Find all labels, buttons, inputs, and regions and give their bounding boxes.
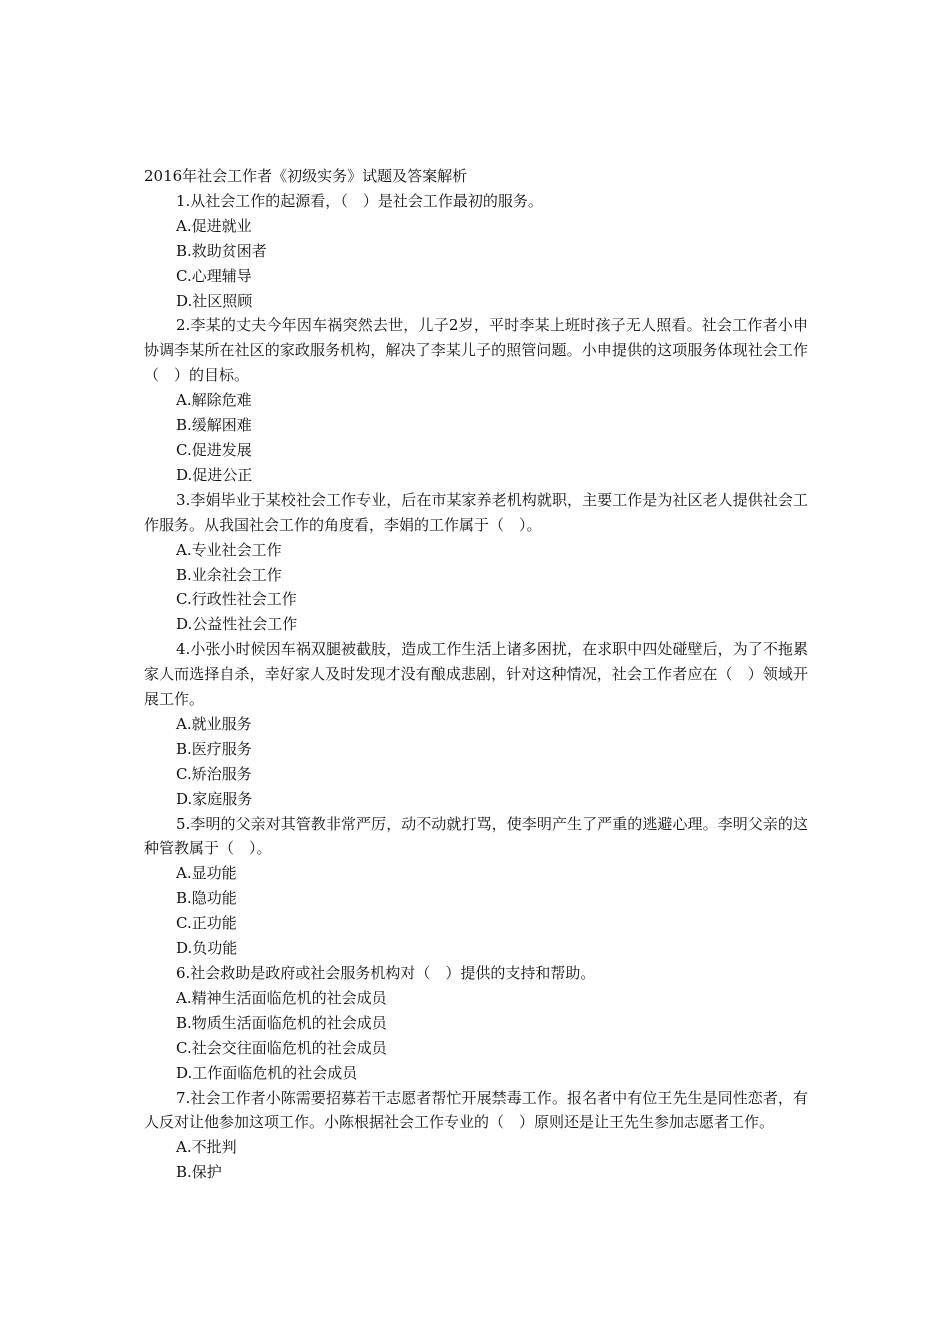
answer-option: D.工作面临危机的社会成员 [176,1063,358,1082]
question-6 [144,961,808,1086]
answer-option: C.矫治服务 [176,764,252,783]
question-stem: 1.从社会工作的起源看，（ ）是社会工作最初的服务。 [176,191,543,210]
answer-option: A.专业社会工作 [176,540,282,559]
question-5 [144,812,808,961]
question-stem: 3.李娟毕业于某校社会工作专业，后在市某家养老机构就职，主要工作是为社区老人提供社会工作服务。从我国社会工作的角度看，李娟的工作属于（ ）。 [144,490,808,534]
answer-option: C.行政性社会工作 [176,590,297,609]
answer-option: B.隐功能 [176,889,237,908]
question-stem: 7.社会工作者小陈需要招募若干志愿者帮忙开展禁毒工作。报名者中有位王先生是同性恋者，有人反对让他参加这项工作。小陈根据社会工作专业的（ ）原则还是让王先生参加志愿者工作。 [144,1088,808,1132]
question-stem: 4.小张小时候因车祸双腿被截肢，造成工作生活上诸多困扰，在求职中四处碰壁后，为了不拖累家人而选择自杀，幸好家人及时发现才没有酿成悲剧，针对这种情况，社会工作者应在（ ）领域开展工作。 [144,640,808,709]
answer-option: A.精神生活面临危机的社会成员 [176,988,387,1007]
answer-option: D.家庭服务 [176,789,253,808]
answer-option: B.物质生活面临危机的社会成员 [176,1013,387,1032]
question-7 [144,1086,808,1186]
question-stem: 6.社会救助是政府或社会服务机构对（ ）提供的支持和帮助。 [176,964,596,982]
answer-option: A.不批判 [176,1138,237,1157]
document-title: 2016年社会工作者《初级实务》试题及答案解析 [144,167,468,185]
answer-option: A.显功能 [176,864,237,883]
question-2 [144,313,808,487]
answer-option: C.正功能 [176,914,237,933]
answer-option: D.社区照顾 [176,291,253,310]
answer-option: D.负功能 [176,939,238,958]
answer-option: C.促进发展 [176,440,252,459]
answer-option: D.公益性社会工作 [176,615,298,634]
answer-option: C.社会交往面临危机的社会成员 [176,1038,387,1057]
question-stem: 5.李明的父亲对其管教非常严厉，动不动就打骂，使李明产生了严重的逃避心理。李明父亲的这种管教属于（ ）。 [144,814,808,858]
question-stem: 2.李某的丈夫今年因车祸突然去世，儿子2岁，平时李某上班时孩子无人照看。社会工作者小申协调李某所在社区的家政服务机构，解决了李某儿子的照管问题。小申提供的这项服务体现社会工作（ ）的目标。 [144,316,808,385]
answer-option: B.缓解困难 [176,416,252,435]
question-4 [144,637,808,811]
answer-option: B.业余社会工作 [176,565,282,584]
question-1 [144,189,808,314]
answer-option: D.促进公正 [176,465,253,484]
answer-option: A.解除危难 [176,391,252,410]
question-3 [144,488,808,637]
answer-option: B.医疗服务 [176,739,252,758]
answer-option: B.保护 [176,1163,222,1182]
answer-option: B.救助贫困者 [176,241,267,260]
answer-option: C.心理辅导 [176,266,252,285]
document-page [144,164,808,1185]
answer-option: A.就业服务 [176,714,252,733]
answer-option: A.促进就业 [176,216,252,235]
